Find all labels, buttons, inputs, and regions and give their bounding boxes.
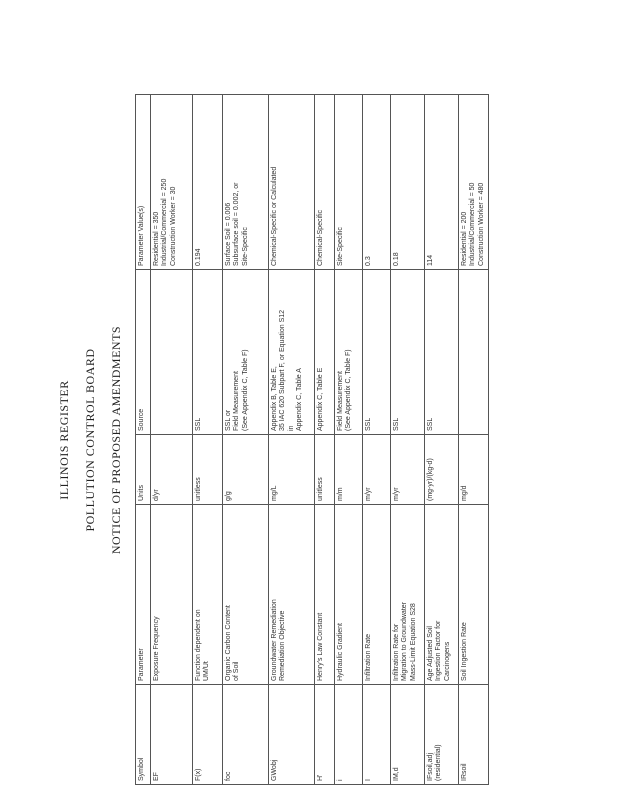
cell-units: unitless [193,435,223,505]
cell-units: mg/d [459,435,489,505]
cell-value: Surface Soil = 0.006 Subsurface soil = 0.002, or Site-Specific [223,95,269,270]
header-parameter: Parameter [136,505,151,685]
cell-value: 114 [425,95,459,270]
cell-value: Residential = 350 Industrial/Commercial = 250 Construction Worker = 30 [151,95,193,270]
cell-units: (mg-yr)/(kg-d) [425,435,459,505]
table-row [391,95,425,785]
cell-value: Chemical-Specific [315,95,335,270]
cell-source: Appendix C, Table E [315,270,335,435]
board-title: POLLUTION CONTROL BOARD [83,348,97,532]
cell-value: Site-Specific [335,95,363,270]
table-row [223,95,269,785]
table-row [335,95,363,785]
cell-symbol: H' [315,685,335,785]
cell-source: SSL [193,270,223,435]
cell-units: m/yr [391,435,425,505]
header-symbol: Symbol [136,685,151,785]
table-row [315,95,335,785]
cell-value: 0.18 [391,95,425,270]
cell-symbol: IRsoil [459,685,489,785]
cell-units: m/m [335,435,363,505]
cell-parameter: Groundwater Remediation Remediation Objective [269,505,315,685]
header-value: Parameter Value(s) [136,95,151,270]
cell-symbol: GWobj [269,685,315,785]
cell-parameter: Infiltration Rate [363,505,391,685]
table-row [269,95,315,785]
notice-title: NOTICE OF PROPOSED AMENDMENTS [109,325,123,555]
cell-parameter: Soil Ingestion Rate [459,505,489,685]
cell-units: mg/L [269,435,315,505]
cell-source [459,270,489,435]
table-row [425,95,459,785]
cell-symbol: F(x) [193,685,223,785]
rotated-page [57,95,485,785]
cell-parameter: Age Adjusted Soil Ingestion Factor for Carcinogens [425,505,459,685]
cell-value: 0.194 [193,95,223,270]
cell-value: Chemical-Specific or Calculated [269,95,315,270]
cell-symbol: i [335,685,363,785]
cell-units: g/g [223,435,269,505]
table-header-row [136,95,151,785]
table-row [459,95,489,785]
cell-source: SSL [425,270,459,435]
table-row [193,95,223,785]
cell-symbol: EF [151,685,193,785]
cell-units: d/yr [151,435,193,505]
cell-symbol: IM,d [391,685,425,785]
cell-parameter: Exposure Frequency [151,505,193,685]
cell-source: SSL [391,270,425,435]
cell-value: 0.3 [363,95,391,270]
cell-symbol: foc [223,685,269,785]
cell-symbol: I [363,685,391,785]
table-row [363,95,391,785]
cell-source [151,270,193,435]
cell-value: Residential = 200 Industrial/Commercial = 50 Construction Worker = 480 [459,95,489,270]
cell-source: SSL [363,270,391,435]
cell-units: m/yr [363,435,391,505]
cell-source: SSL or Field Measurement (See Appendix C, Table F) [223,270,269,435]
table-row [151,95,193,785]
register-title: ILLINOIS REGISTER [57,380,71,500]
cell-parameter: Hydraulic Gradient [335,505,363,685]
cell-units: unitless [315,435,335,505]
cell-parameter: Organic Carbon Content of Soil [223,505,269,685]
header-units: Units [136,435,151,505]
cell-parameter: Infiltration Rate for Migration to Groundwater Mass-Limit Equation S28 [391,505,425,685]
cell-symbol: IFsoil,adj (residential) [425,685,459,785]
parameter-table [135,94,489,785]
cell-source: Field Measurement (See Appendix C, Table F) [335,270,363,435]
cell-parameter: Function dependent on UM/Ut [193,505,223,685]
header-source: Source [136,270,151,435]
cell-source: Appendix B, Table E, 35 IAC 620 Subpart F, or Equation S12 in Appendix C, Table A [269,270,315,435]
cell-parameter: Henry's Law Constant [315,505,335,685]
